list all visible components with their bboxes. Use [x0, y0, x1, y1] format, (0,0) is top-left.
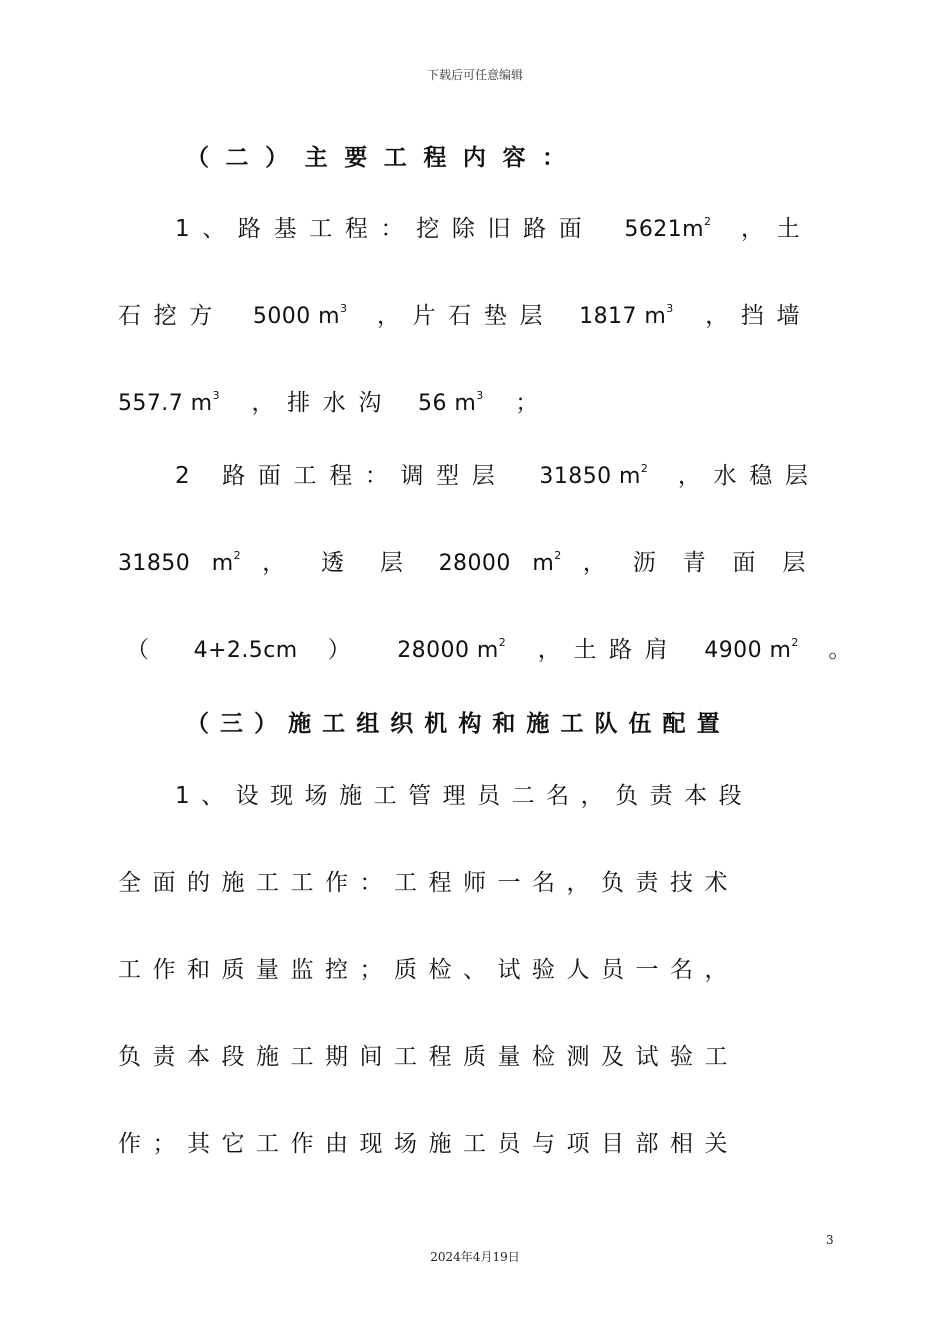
- superscript: 2: [233, 549, 241, 562]
- text-segment: 。: [828, 637, 864, 663]
- superscript: 3: [339, 302, 347, 315]
- text-segment: ，土: [741, 216, 813, 242]
- text-segment: ，挡墙: [705, 303, 813, 329]
- quantity-value: 557.7 m: [118, 391, 213, 416]
- paragraph-line: [175, 210, 818, 250]
- section-heading-3: （三）施工组织机构和施工队伍配置: [186, 711, 731, 737]
- page-header: 下载后可任意编辑: [426, 68, 523, 82]
- text-segment: ，土路肩: [537, 637, 681, 663]
- quantity-value: 31850: [118, 551, 191, 576]
- paragraph-line: [175, 457, 821, 497]
- superscript: 2: [704, 215, 712, 228]
- text-segment: 层: [379, 550, 418, 576]
- text-segment: 透: [321, 550, 359, 576]
- quantity-value: 28000: [438, 551, 511, 576]
- quantity-value: 5621m: [624, 217, 705, 242]
- quantity-value: 4+2.5cm: [193, 638, 298, 663]
- quantity-value: 56 m: [418, 391, 477, 416]
- superscript: 3: [666, 302, 674, 315]
- text-segment: ，: [262, 550, 300, 576]
- superscript: 2: [554, 549, 562, 562]
- paragraph-line: 工作和质量监控；质检、试验人员一名，: [118, 957, 739, 983]
- paragraph-line: [118, 297, 818, 337]
- paragraph-line: 全面的施工工作：工程师一名，负责技术: [118, 870, 739, 896]
- unit: m: [211, 551, 234, 576]
- superscript: 3: [476, 389, 484, 402]
- text-segment: 1、路基工程：挖除旧路面: [175, 216, 595, 242]
- unit: m: [532, 551, 555, 576]
- paragraph-line: [126, 631, 864, 671]
- page-footer-date: 2024年4月19日: [430, 1250, 520, 1264]
- superscript: 2: [791, 636, 799, 649]
- text-segment: ，排水沟: [251, 390, 395, 416]
- page-number: 3: [826, 1233, 834, 1247]
- superscript: 3: [212, 389, 220, 402]
- text-segment: ，沥青面层: [582, 550, 819, 576]
- paragraph-line: 负责本段施工期间工程质量检测及试验工: [118, 1044, 739, 1070]
- quantity-value: 31850 m: [539, 464, 641, 489]
- text-segment: 石挖方: [118, 303, 225, 329]
- text-segment: ；: [515, 390, 551, 416]
- superscript: 2: [498, 636, 506, 649]
- text-segment: 2 路面工程：调型层: [175, 463, 508, 489]
- paragraph-line: [118, 384, 818, 424]
- text-segment: ，片石垫层: [376, 303, 556, 329]
- quantity-value: 4900 m: [704, 638, 792, 663]
- paragraph-line: [118, 544, 818, 584]
- text-segment: ）: [327, 637, 364, 663]
- quantity-value: 1817 m: [579, 304, 667, 329]
- quantity-value: 5000 m: [252, 304, 340, 329]
- paragraph-line: 1、设现场施工管理员二名，负责本段: [175, 783, 754, 809]
- superscript: 2: [640, 462, 648, 475]
- paragraph-line: 作；其它工作由现场施工员与项目部相关: [118, 1131, 739, 1157]
- text-segment: （: [126, 637, 162, 663]
- section-heading-2: （二）主要工程内容：: [186, 145, 582, 171]
- quantity-value: 28000 m: [397, 638, 499, 663]
- text-segment: ，水稳层: [677, 463, 821, 489]
